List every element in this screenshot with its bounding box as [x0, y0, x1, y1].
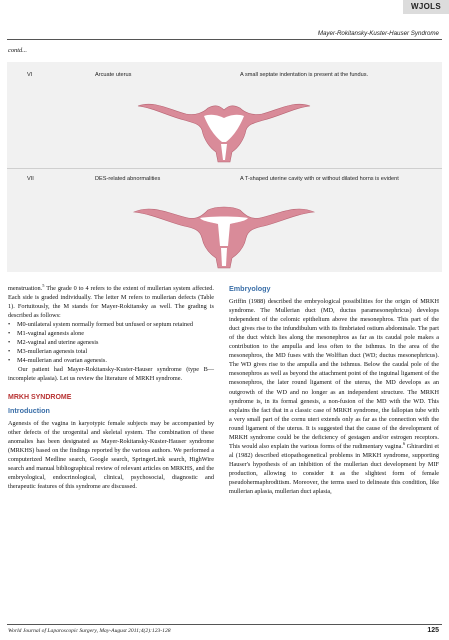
- grading-intro-paragraph: [8, 284, 214, 320]
- paragraph-text: Ghirardini et al (1982) described etiopathogenetical problems in MRKH syndrome, supporting Hauser's hypothesis of an inhibition of the mullerian duct development by MIF production, allowing to consider it as the slightest form of female pseudohermaphroditism. Moreover, the terms used to delineate this condition, like mullerian aplasia, mullerian duct aplasia,: [229, 442, 439, 496]
- table-row-name: Arcuate uterus: [95, 72, 132, 78]
- list-item: • M3-mullerian agenesis total: [8, 347, 214, 356]
- paragraph-text: Griffin (1988) described the embryological possibilities for the origin of MRKH syndrome. The Mullerian duct (MD, ductus paramesonephricus) develops independent of the celomic epithelium above the mesonephros. This part of the duct gives rise to the infundibulum with its fimbriated ostium abdominale. The part of the duct which lies along the mesonephros as far as its caudal pole makes a contribution to the ampulla and less often to the isthmus. In the area of the mesonephros, the MD fuses with the Wolffian duct (WD; ductus mesonephricus). The WD gives rise to the ampulla and the isthmus. Below the caudal pole of the mesonephros as well as beyond the attachment point of the inguinal ligament of the mesonephros, the later round ligament of the uterus, the MD develops as an outgrowth of the WD and no longer as an independent structure. The MRKH syndrome is, in its formal genesis, a non-fusion of the MD with the WD. This explains the fact that in a classic case of MRKH syndrome, the fallopian tube with a very small part of the cornu uteri extends only as far as the connection with the round ligament of the uterus. It is suggested that the cause of the development of MRKH syndrome could be the deficiency of gestagen and/or estrogen receptors. This would also explain the various forms of the rudimentary vagina.: [229, 298, 439, 450]
- paragraph-text: The grade 0 to 4 refers to the extent of mullerian system affected. Each side is graded individually. The letter M refers to mullerian defects (Table 1). Fortuitously, the M stands for Mayer-Rokitansky as well. The grading is described as follows:: [8, 285, 214, 320]
- left-text-column: [8, 284, 214, 491]
- paragraph-text: menstruation.: [8, 285, 43, 292]
- table-row-class: VII: [27, 176, 34, 182]
- section-heading: MRKH SYNDROME: [8, 393, 72, 401]
- header-rule: [7, 39, 442, 40]
- citation-superscript: 5: [42, 282, 45, 288]
- table-row-name: DES-related abnormalities: [95, 176, 161, 182]
- footer-rule: [7, 624, 442, 625]
- list-item: • M1-vaginal agenesis alone: [8, 329, 214, 338]
- introduction-paragraph: Agenesis of the vagina in karyotypic female subjects may be accompanied by other defects of the urogenital and skeletal system. The combination of these anomalies has been designated as Mayer-Rokitansky-Kuster-Hauser syndrome (MRKHS) based on the findings reported by the various authors. We performed a computerized Medline search, Google search, SpringerLink search, HighWire search and manual bibliographical review of relevant articles on MRKHS, and the embryological, endocrinological, clinical, psychosocial, diagnostic and therapeutic features of this syndrome are discussed.: [8, 419, 214, 490]
- subsection-heading: Introduction: [8, 405, 50, 415]
- table-row-description: A small septate indentation is present at the fundus.: [240, 72, 369, 78]
- list-item: • M4-mullerian and ovarian agenesis.: [8, 356, 214, 365]
- page-number: 125: [427, 627, 439, 634]
- uterine-anomalies-table: [7, 62, 442, 272]
- patient-paragraph: Our patient had Mayer-Rokitansky-Kuster-Hauser syndrome (type B—incomplete aplasia). Let us review the literature of MRKH syndrome.: [8, 366, 214, 383]
- embryology-paragraph: [229, 297, 439, 496]
- journal-citation: World Journal of Laparoscopic Surgery, May-August 2011;4(2):123-128: [8, 628, 171, 634]
- arcuate-uterus-illustration: [134, 86, 314, 164]
- table-row-class: VI: [27, 72, 33, 78]
- des-t-shaped-uterus-illustration: [130, 190, 318, 270]
- grading-list: [8, 320, 214, 365]
- right-text-column: [229, 284, 439, 496]
- table-continued-label: contd...: [8, 47, 27, 54]
- subsection-heading: Embryology: [229, 284, 271, 293]
- list-item: • M2-vaginal and uterine agenesis: [8, 338, 214, 347]
- list-item: • M0-unilateral system normally formed but unfused or septum retained: [8, 320, 214, 329]
- citation-superscript: 6: [402, 440, 406, 446]
- table-row-description: A T-shaped uterine cavity with or without dilated horns is evident: [240, 176, 399, 182]
- journal-tag: WJOLS: [403, 0, 449, 14]
- table-row-divider: [7, 168, 442, 169]
- running-head: Mayer-Rokitansky-Kuster-Hauser Syndrome: [317, 30, 439, 37]
